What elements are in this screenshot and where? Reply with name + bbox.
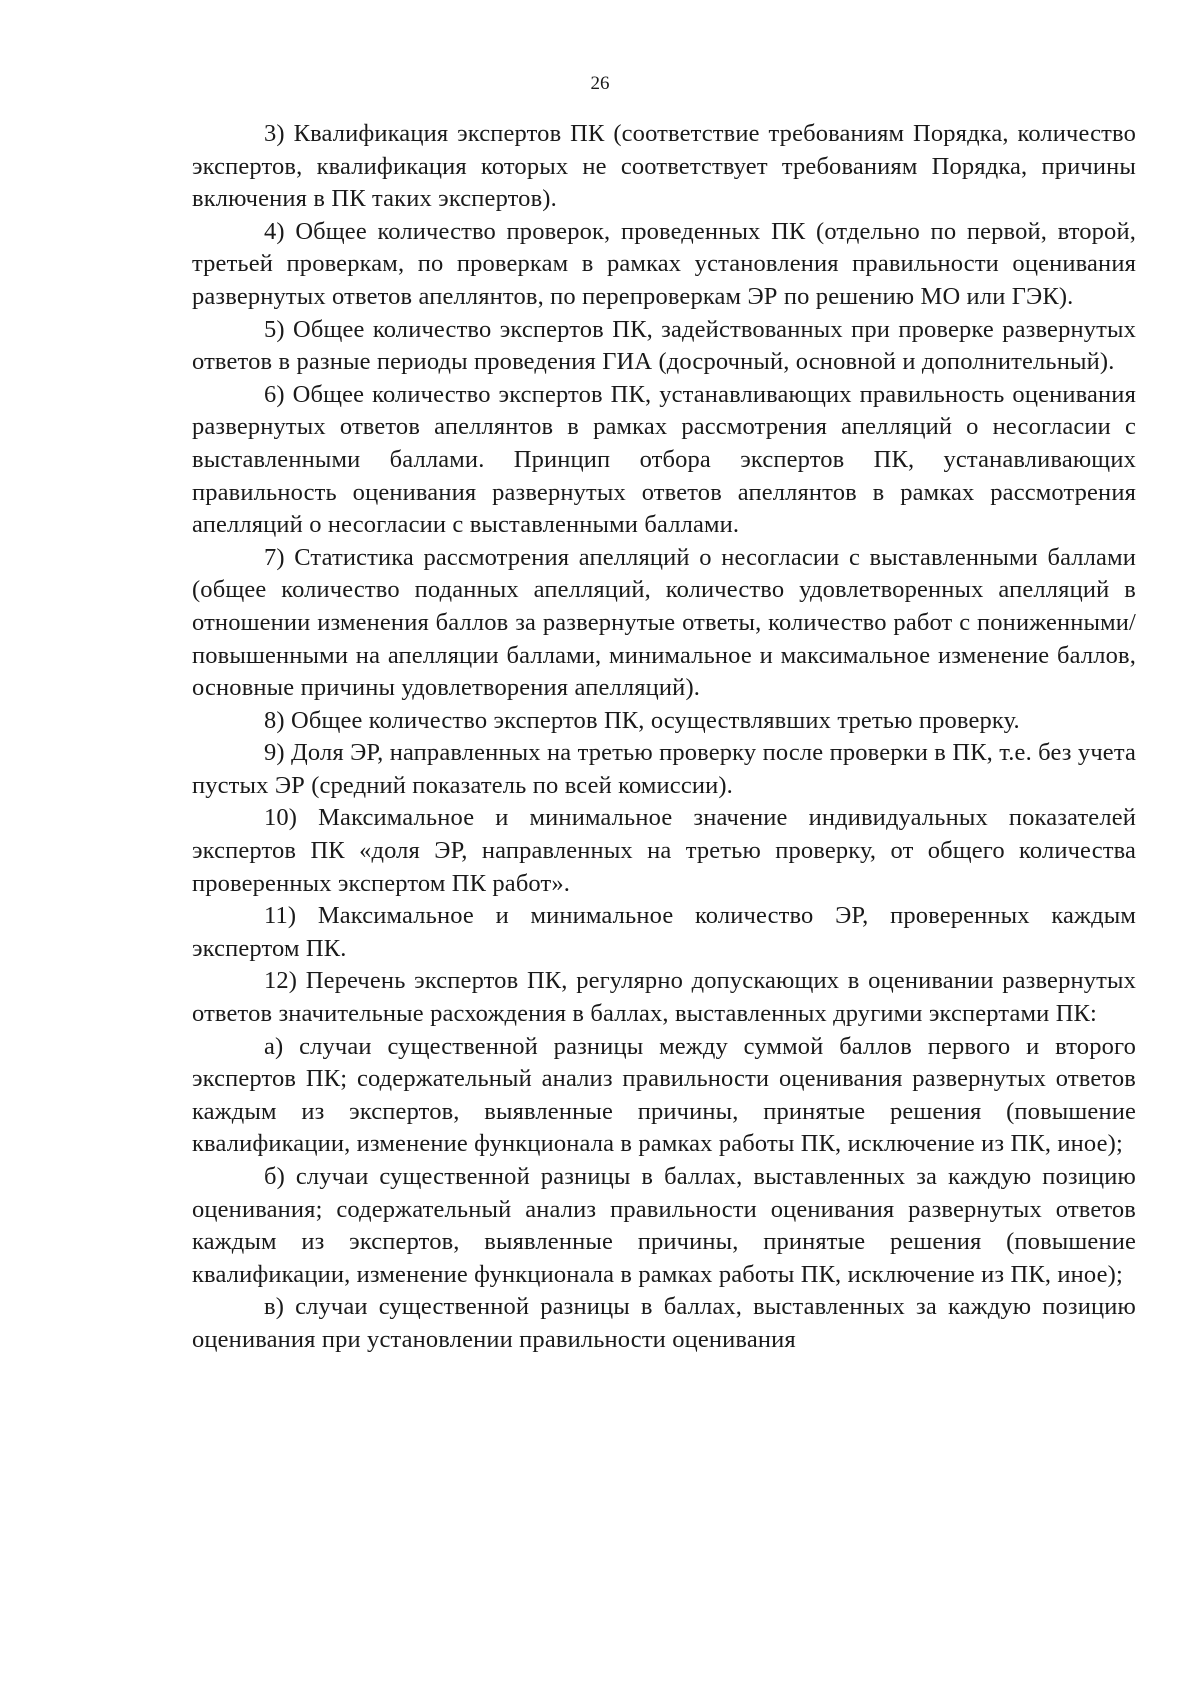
paragraph-item-12: 12) Перечень экспертов ПК, регулярно допускающих в оценивании развернутых ответов значительные расхождения в баллах, выставленных другими экспертами ПК:	[192, 967, 1136, 1028]
paragraph-item-7: 7) Статистика рассмотрения апелляций о несогласии с выставленными баллами (общее количество поданных апелляций, количество удовлетворенных апелляций в отношении изменения баллов за развернутые ответы, количество работ с пониженными/повышенными на апелляции баллами, минимальное и максимальное изменение баллов, основные причины удовлетворения апелляций).	[192, 543, 1136, 702]
paragraph-item-6: 6) Общее количество экспертов ПК, устанавливающих правильность оценивания развернутых ответов апеллянтов в рамках рассмотрения апелляций о несогласии с выставленными баллами. Принцип отбора экспертов ПК, устанавливающих правильность оценивания развернутых ответов апеллянтов в рамках рассмотрения апелляций о несогласии с выставленными баллами.	[192, 380, 1136, 539]
paragraph-item-8: 8) Общее количество экспертов ПК, осуществлявших третью проверку.	[264, 706, 1020, 734]
paragraph-item-5: 5) Общее количество экспертов ПК, задействованных при проверке развернутых ответов в разные периоды проведения ГИА (досрочный, основной и дополнительный).	[192, 315, 1136, 376]
page-number: 26	[590, 73, 610, 94]
subparagraph-b: б) случаи существенной разницы в баллах, выставленных за каждую позицию оценивания; содержательный анализ правильности оценивания развернутых ответов каждым из экспертов, выявленные причины, принятые решения (повышение квалификации, изменение функционала в рамках работы ПК, исключение из ПК, иное);	[192, 1163, 1136, 1288]
subparagraph-v: в) случаи существенной разницы в баллах, выставленных за каждую позицию оценивания при установлении правильности оценивания	[192, 1293, 1136, 1353]
paragraph-item-11: 11) Максимальное и минимальное количество ЭР, проверенных каждым экспертом ПК.	[192, 902, 1136, 962]
paragraph-item-3: 3) Квалификация экспертов ПК (соответствие требованиям Порядка, количество экспертов, квалификация которых не соответствует требованиям Порядка, причины включения в ПК таких экспертов).	[192, 120, 1136, 213]
paragraph-item-10: 10) Максимальное и минимальное значение индивидуальных показателей экспертов ПК «доля ЭР, направленных на третью проверку, от общего количества проверенных экспертом ПК работ».	[192, 804, 1136, 897]
paragraph-item-9: 9) Доля ЭР, направленных на третью проверку после проверки в ПК, т.е. без учета пустых ЭР (средний показатель по всей комиссии).	[192, 739, 1136, 799]
paragraph-item-4: 4) Общее количество проверок, проведенных ПК (отдельно по первой, второй, третьей проверкам, по проверкам в рамках установления правильности оценивания развернутых ответов апеллянтов, по перепроверкам ЭР по решению МО или ГЭК).	[192, 217, 1136, 310]
subparagraph-a: а) случаи существенной разницы между суммой баллов первого и второго экспертов ПК; содержательный анализ правильности оценивания развернутых ответов каждым из экспертов, выявленные причины, принятые решения (повышение квалификации, изменение функционала в рамках работы ПК, исключение из ПК, иное);	[192, 1032, 1136, 1158]
document-body	[192, 118, 1136, 1357]
